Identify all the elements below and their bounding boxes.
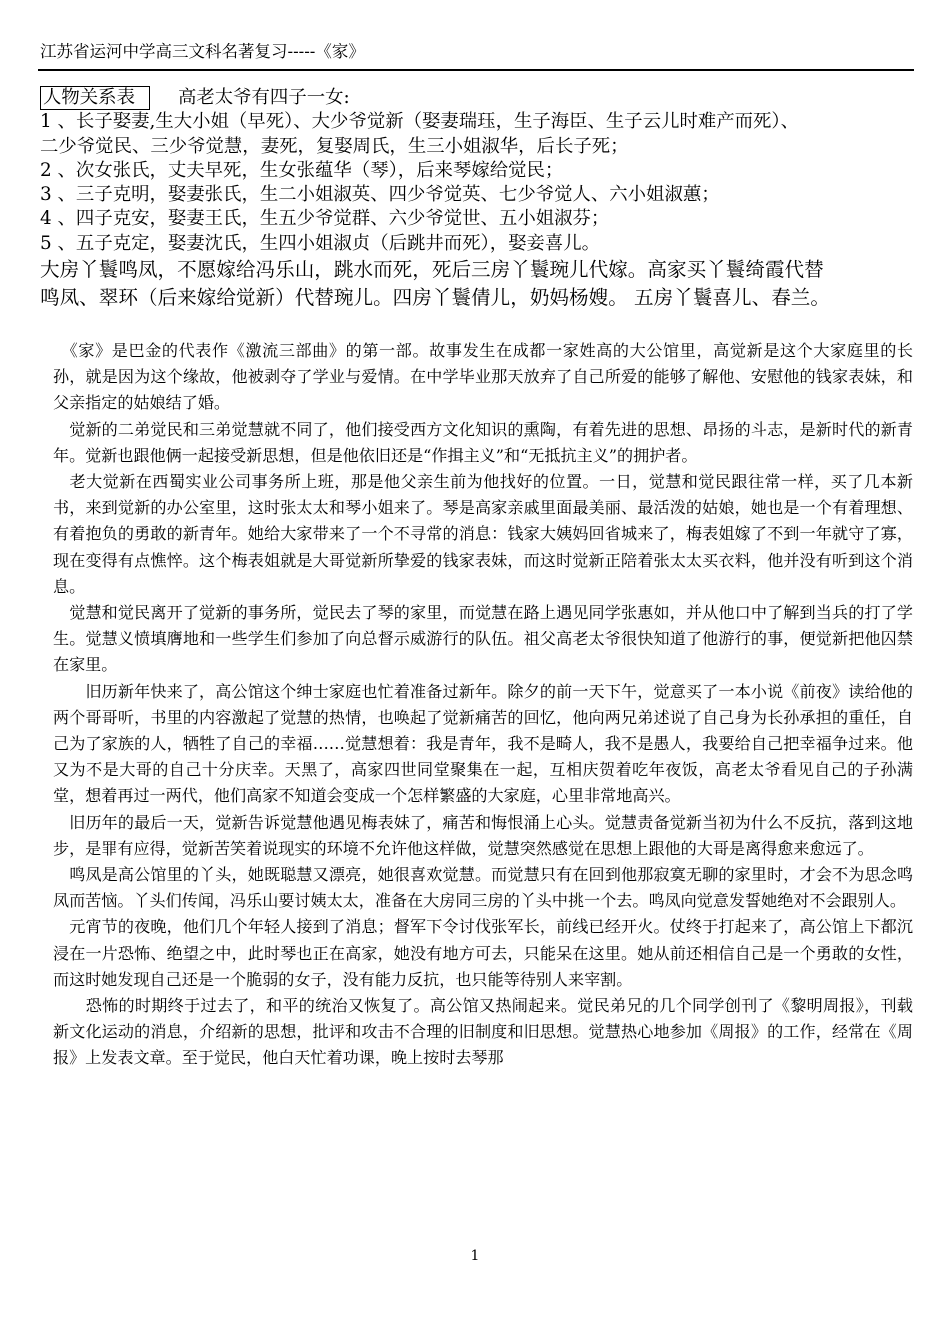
story-paragraph: 旧历年的最后一天，觉新告诉觉慧他遇见梅表妹了，痛苦和悔恨涌上心头。觉慧责备觉新当初为什么不反抗，落到这地步，是罪有应得，觉新苦笑着说现实的环境不允许他这样做，觉慧突然感觉在思想上跟他的大哥是离得愈来愈远了。	[53, 812, 913, 858]
relationship-line: 4 、四子克安，娶妻王氏，生五少爷觉群、六少爷觉世、五小姐淑芬；	[40, 208, 610, 230]
relationship-line: 5 、五子克定，娶妻沈氏，生四小姐淑贞（后跳井而死），娶妾喜儿。	[40, 232, 601, 254]
story-paragraph: 老大觉新在西蜀实业公司事务所上班，那是他父亲生前为他找好的位置。一日，觉慧和觉民跟往常一样，买了几本新书，来到觉新的办公室里，这时张太太和琴小姐来了。琴是高家亲戚里面最美丽、最活泼的姑娘，她也是一个有着理想、有着抱负的勇敢的新青年。她给大家带来了一个不寻常的消息：钱家大姨妈回省城来了，梅表姐嫁了不到一年就守了寡，现在变得有点憔悴。这个梅表姐就是大哥觉新所挚爱的钱家表妹，而这时觉新正陪着张太太买衣料，他并没有听到这个消息。	[53, 472, 913, 596]
story-summary	[53, 338, 913, 1072]
document-header: 江苏省运河中学高三文科名著复习-----《家》	[40, 42, 365, 61]
relationship-table-title: 人物关系表	[40, 86, 150, 110]
story-paragraph: 觉新的二弟觉民和三弟觉慧就不同了，他们接受西方文化知识的熏陶，有着先进的思想、昂扬的斗志，是新时代的新青年。觉新也跟他俩一起接受新思想，但是他依旧还是“作揖主义”和“无抵抗主义”的拥护者。	[53, 419, 913, 465]
story-paragraph: 旧历新年快来了，高公馆这个绅士家庭也忙着准备过新年。除夕的前一天下午，觉意买了一本小说《前夜》读给他的两个哥哥听，书里的内容激起了觉慧的热情，也唤起了觉新痛苦的回忆，他向两兄弟述说了自己身为长孙承担的重任，自己为了家族的人，牺牲了自己的幸福……觉慧想着：我是青年，我不是畸人，我不是愚人，我要给自己把幸福争过来。他又为不是大哥的自己十分庆幸。天黑了，高家四世同堂聚集在一起，互相庆贺着吃年夜饭，高老太爷看见自己的子孙满堂，想着再过一两代，他们高家不知道会变成一个怎样繁盛的大家庭，心里非常地高兴。	[53, 681, 913, 806]
relationship-line: 2 、次女张氏，丈夫早死，生女张蕴华（琴），后来琴嫁给觉民；	[40, 159, 564, 181]
relationship-intro: 高老太爷有四子一女:	[177, 87, 350, 108]
story-paragraph: 《家》是巴金的代表作《激流三部曲》的第一部。故事发生在成都一家姓高的大公馆里，高觉新是这个大家庭里的长孙，就是因为这个缘故，他被剥夺了学业与爱情。在中学毕业那天放弃了自己所爱的能够了解他、安慰他的钱家表妹，和父亲指定的姑娘结了婚。	[53, 341, 913, 413]
relationship-table	[40, 86, 920, 312]
header-rule	[38, 69, 914, 71]
story-paragraph: 元宵节的夜晚，他们几个年轻人接到了消息；督军下令讨伐张军长，前线已经开火。仗终于打起来了，高公馆上下都沉浸在一片恐怖、绝望之中，此时琴也正在高家，她没有地方可去，只能呆在这里。她从前还相信自己是一个勇敢的女性，而这时她发现自己还是一个脆弱的女子，没有能力反抗，也只能等待别人来宰割。	[53, 917, 913, 989]
relationship-line: 二少爷觉民、三少爷觉慧，妻死，复娶周氏，生三小姐淑华，后长子死；	[40, 135, 629, 157]
relationship-line: 3 、三子克明，娶妻张氏，生二小姐淑英、四少爷觉英、七少爷觉人、六小姐淑蕙；	[40, 184, 720, 206]
relationship-line: 1 、长子娶妻,生大小姐（早死）、大少爷觉新（娶妻瑞珏，生子海臣、生子云儿时难产而死）、	[40, 111, 800, 133]
page-number: 1	[470, 1248, 480, 1264]
servants-line: 鸣凤、翠环（后来嫁给觉新）代替琬儿。四房丫鬟倩儿，奶妈杨嫂。 五房丫鬟喜儿、春兰。	[40, 286, 830, 310]
servants-line: 大房丫鬟鸣凤，不愿嫁给冯乐山，跳水而死，死后三房丫鬟琬儿代嫁。高家买丫鬟绮霞代替	[40, 258, 824, 282]
story-paragraph: 恐怖的时期终于过去了，和平的统治又恢复了。高公馆又热闹起来。觉民弟兄的几个同学创刊了《黎明周报》，刊载新文化运动的消息，介绍新的思想，批评和攻击不合理的旧制度和旧思想。觉慧热心地参加《周报》的工作，经常在《周报》上发表文章。至于觉民，他白天忙着功课，晚上按时去琴那	[53, 996, 913, 1068]
story-paragraph: 鸣凤是高公馆里的丫头，她既聪慧又漂亮，她很喜欢觉慧。而觉慧只有在回到他那寂寞无聊的家里时，才会不为思念鸣凤而苦恼。丫头们传闻，冯乐山要讨姨太太，准备在大房同三房的丫头中挑一个去。鸣凤向觉意发誓她绝对不会跟别人。	[53, 865, 913, 911]
relationship-heading-line	[40, 86, 920, 110]
story-paragraph: 觉慧和觉民离开了觉新的事务所，觉民去了琴的家里，而觉慧在路上遇见同学张惠如，并从他口中了解到当兵的打了学生。觉慧义愤填膺地和一些学生们参加了向总督示威游行的队伍。祖父高老太爷很快知道了他游行的事，便觉新把他囚禁在家里。	[53, 603, 913, 675]
